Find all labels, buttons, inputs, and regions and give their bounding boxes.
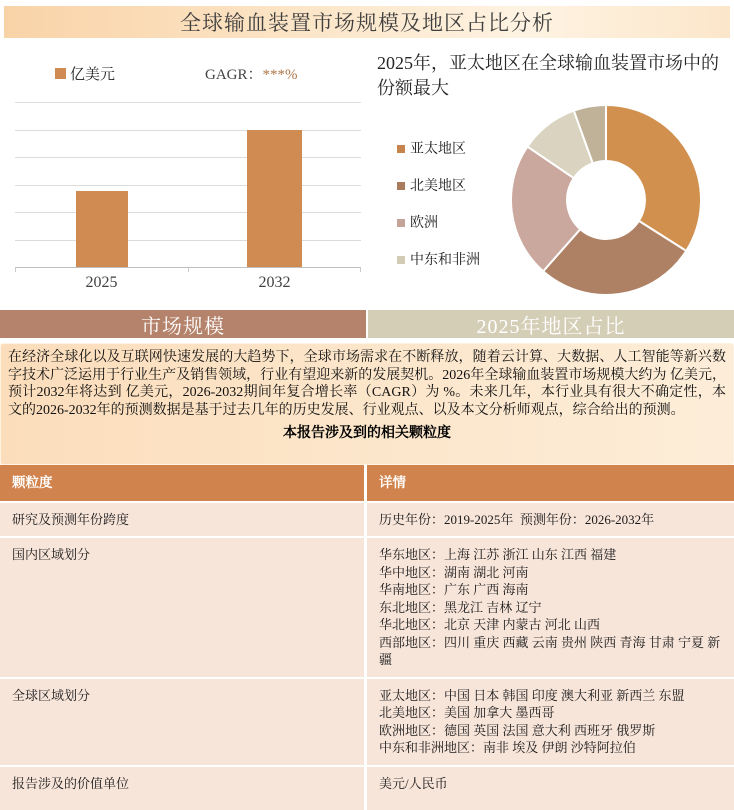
granularity-table (0, 465, 734, 810)
row-label-cell: 全球区域划分 (0, 679, 367, 765)
row-label-cell: 研究及预测年份跨度 (0, 503, 367, 537)
axis-tick (15, 267, 16, 272)
table-row (0, 503, 734, 537)
legend-marker-icon (397, 145, 405, 153)
page-title: 全球输血装置市场规模及地区占比分析 (180, 11, 554, 35)
charts-row (0, 38, 734, 308)
legend-item-label: 中东和非洲 (410, 253, 480, 268)
detail-line: 华南地区：广东 广西 海南 (379, 582, 529, 597)
legend-marker-icon (397, 219, 405, 227)
gridline (15, 102, 361, 103)
tab-market-size[interactable]: 市场规模 (0, 310, 366, 338)
axis-tick (360, 267, 361, 272)
detail-line: 东北地区：黑龙江 吉林 辽宁 (379, 599, 542, 615)
legend-marker-icon (397, 182, 405, 190)
summary-panel (0, 343, 734, 465)
row-label-cell: 国内区域划分 (0, 538, 367, 677)
x-tick-label-2025: 2025 (85, 274, 118, 291)
detail-line: 亚太地区：中国 日本 韩国 印度 澳大利亚 新西兰 东盟 (379, 687, 685, 703)
granularity-table-title: 本报告涉及到的相关颗粒度 (283, 426, 451, 441)
share-heading: 2025年，亚太地区在全球输血装置市场中的份额最大 (377, 53, 719, 98)
x-tick-label-2032: 2032 (258, 274, 291, 291)
header-granularity: 颗粒度 (0, 465, 367, 501)
section-tabs (0, 310, 734, 338)
detail-line: 历史年份：2019-2025年 预测年份：2026-2032年 (379, 511, 655, 527)
row-detail-cell (367, 679, 734, 765)
gridline (15, 130, 361, 131)
legend-item-label: 北美地区 (410, 179, 466, 194)
legend-item-label: 欧洲 (410, 216, 438, 231)
bar-chart-legend (55, 63, 115, 84)
title-bar (4, 6, 730, 38)
detail-line: 华北地区：北京 天津 内蒙古 河北 山西 (379, 617, 601, 632)
gridline (15, 157, 361, 158)
gridline (15, 212, 361, 213)
legend-marker-icon (397, 256, 405, 264)
tab-region-share[interactable]: 2025年地区占比 (368, 310, 734, 338)
table-row (0, 538, 734, 677)
bar-2025 (76, 191, 128, 267)
detail-line: 华东地区：上海 江苏 浙江 山东 江西 福建 (379, 547, 617, 562)
row-detail-cell (367, 767, 734, 810)
table-row (0, 767, 734, 810)
legend-item (397, 140, 493, 159)
header-detail: 详情 (367, 465, 734, 501)
bar-xaxis-labels (15, 274, 361, 294)
legend-swatch-icon (55, 68, 66, 79)
bar-legend-label: 亿美元 (70, 67, 116, 83)
detail-line: 美元/人民币 (379, 775, 448, 791)
row-detail-cell (367, 503, 734, 537)
table-header-row (0, 465, 734, 501)
bar-plot (15, 102, 361, 267)
detail-line: 中东和非洲地区：南非 埃及 伊朗 沙特阿拉伯 (379, 740, 636, 755)
bar-2032 (247, 130, 302, 268)
table-row (0, 679, 734, 765)
row-detail-cell (367, 538, 734, 677)
axis-tick (188, 267, 189, 272)
donut-legend (397, 140, 493, 288)
detail-line: 西部地区：四川 重庆 西藏 云南 贵州 陕西 青海 甘肃 宁夏 新疆 (379, 634, 721, 667)
cagr-masked-value: ***% (262, 67, 298, 83)
cagr-annotation (205, 63, 298, 84)
detail-line: 欧洲地区：德国 英国 法国 意大利 西班牙 俄罗斯 (379, 722, 656, 738)
summary-paragraph: 在经济全球化以及互联网快速发展的大趋势下，全球市场需求在不断释放，随着云计算、大数据、人工智能等新兴数字技术广泛运用于行业生产及销售领域，行业有望迎来新的发展契机。2026年全球输血装置市场规模大约为 亿美元，预计2032年将达到 亿美元，2026-2032期间年复合增长率（CAGR）为 %。未来几年，本行业具有很大不确定性，本文的2026-2032年的预测数据是基于过去几年的历史发展、行业观点、以及本文分析师观点，综合给出的预测。 (8, 350, 726, 418)
legend-item (397, 177, 493, 196)
granularity-table-body (0, 503, 734, 810)
donut-chart (504, 98, 708, 302)
detail-line: 华中地区：湖南 湖北 河南 (379, 564, 529, 580)
legend-item (397, 214, 493, 233)
detail-line: 北美地区：美国 加拿大 墨西哥 (379, 705, 555, 720)
cagr-prefix: GAGR： (205, 67, 263, 83)
row-label-cell: 报告涉及的价值单位 (0, 767, 367, 810)
gridline (15, 185, 361, 186)
legend-item-label: 亚太地区 (410, 142, 466, 157)
legend-item (397, 251, 493, 270)
gridline (15, 240, 361, 241)
